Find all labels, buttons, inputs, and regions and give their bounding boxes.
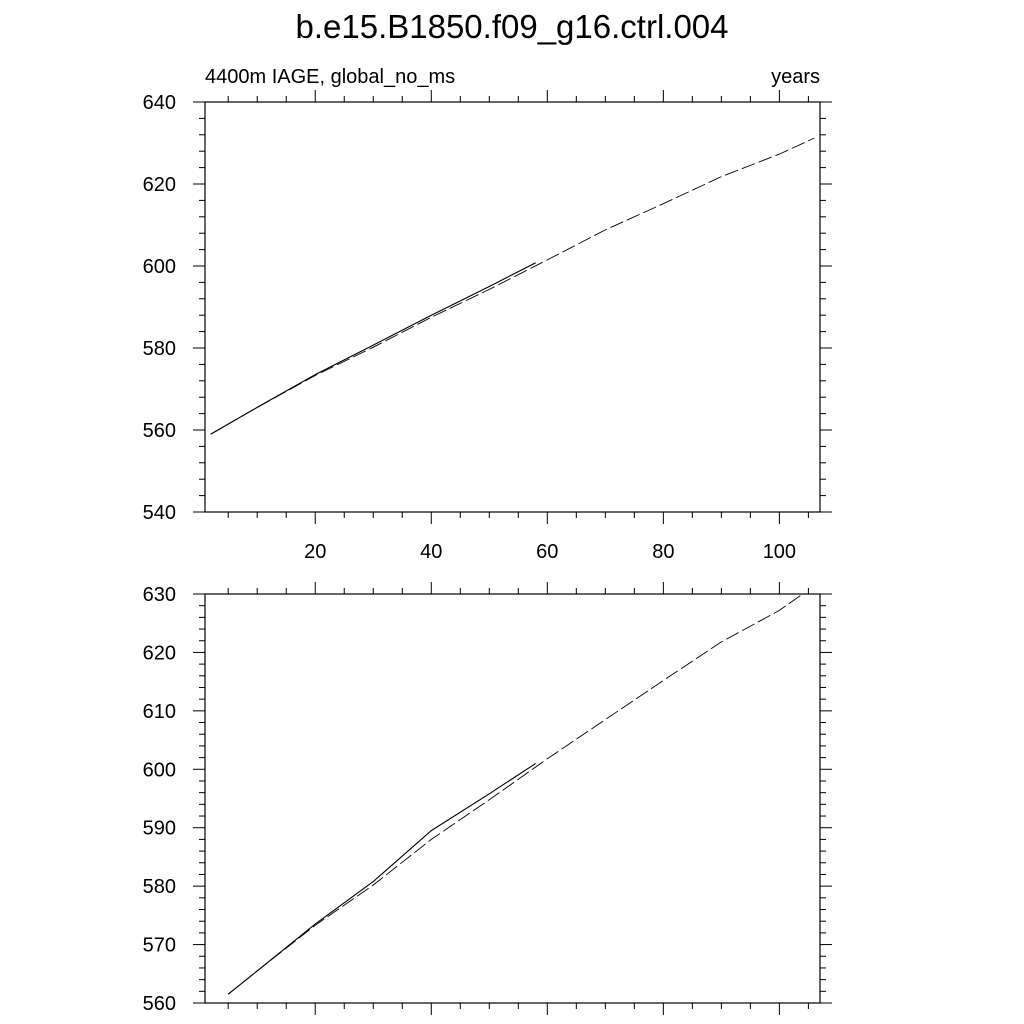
bottom-ticks [193, 582, 832, 1015]
top-series-dashed-line [211, 138, 814, 434]
top-panel-left-label: 4400m IAGE, global_no_ms [205, 66, 456, 88]
bottom-y-tick-label: 620 [142, 642, 176, 665]
bottom-y-tick-label: 570 [142, 934, 176, 957]
bottom-y-tick-label: 610 [142, 700, 176, 723]
top-y-tick-label: 580 [142, 338, 176, 360]
top-series-solid-line [211, 263, 536, 434]
top-y-tick-label: 640 [142, 92, 176, 114]
top-y-tick-label: 560 [142, 420, 176, 442]
bottom-y-tick-label: 560 [142, 993, 176, 1015]
top-y-tick-label: 600 [142, 256, 176, 278]
chart-title: b.e15.B1850.f09_g16.ctrl.004 [295, 8, 729, 45]
top-y-tick-label: 620 [142, 174, 176, 196]
top-panel [143, 66, 832, 563]
bottom-series-solid-line [228, 763, 536, 994]
top-y-tick-label: 540 [142, 502, 176, 524]
top-panel-right-label: years [771, 66, 820, 88]
bottom-y-tick-label: 600 [142, 759, 176, 782]
top-x-tick-label: 20 [304, 541, 327, 563]
bottom-y-tick-label: 630 [142, 584, 176, 606]
bottom-y-tick-label: 580 [142, 876, 176, 899]
top-x-tick-label: 40 [420, 541, 443, 563]
top-x-tick-label: 100 [762, 541, 797, 563]
bottom-y-tick-label: 590 [142, 817, 176, 840]
top-x-tick-label: 60 [536, 541, 559, 563]
top-plot-frame [205, 102, 820, 512]
top-ticks [193, 90, 832, 524]
bottom-plot-frame [205, 594, 820, 1003]
bottom-panel [143, 582, 832, 1015]
bottom-series-dashed-line [228, 594, 802, 994]
top-x-tick-label: 80 [652, 541, 675, 563]
